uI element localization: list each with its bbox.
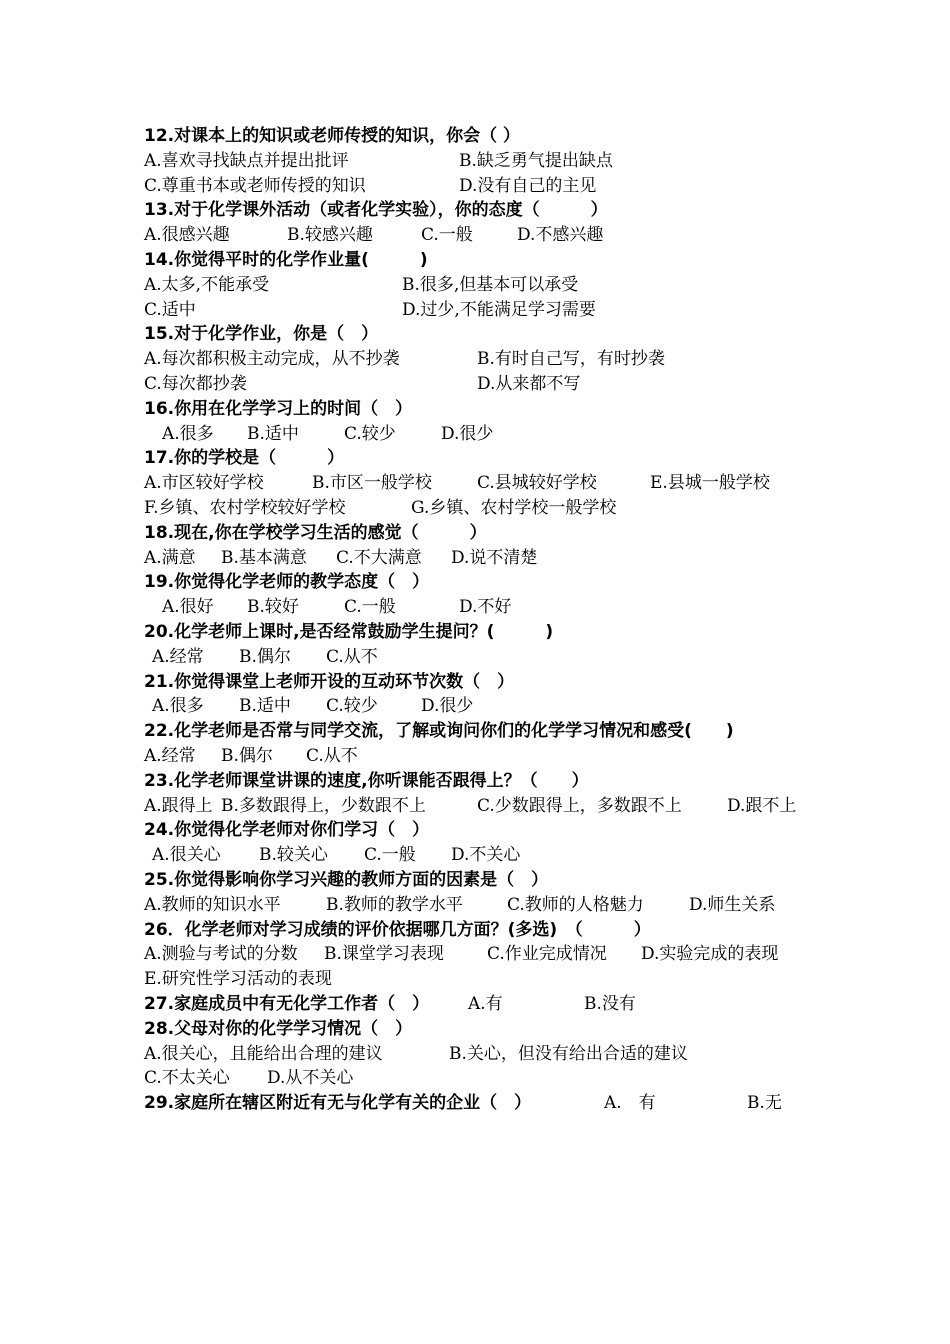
question-text: 29.家庭所在辖区附近有无与化学有关的企业（ ） — [144, 1093, 532, 1114]
option-text: D.很少 — [441, 423, 494, 444]
option-text: B.教师的教学水平 — [326, 894, 463, 915]
question-text: 15.对于化学作业，你是（ ） — [144, 324, 379, 345]
option-text: A.有 — [468, 994, 503, 1014]
option-text: B.市区一般学校 — [312, 473, 432, 494]
option-text: B.适中 — [239, 696, 291, 717]
option-text: C.从不 — [326, 646, 378, 667]
option-text: A.很多 — [162, 423, 214, 444]
question-text: 18.现在,你在学校学习生活的感觉（ ） — [144, 522, 487, 543]
option-text: C.一般 — [364, 845, 416, 866]
option-text: B.基本满意 — [221, 547, 307, 568]
option-text: A.太多,不能承受 — [144, 274, 270, 295]
option-text: D.过少,不能满足学习需要 — [402, 299, 596, 320]
option-text: B.较好 — [247, 597, 299, 618]
option-text: B.偶尔 — [221, 746, 273, 766]
question-text: 28.父母对你的化学学习情况（ ） — [144, 1018, 413, 1039]
question-text: 17.你的学校是（ ） — [144, 448, 345, 469]
option-text: D.不感兴趣 — [517, 225, 604, 246]
option-text: C.适中 — [144, 299, 196, 320]
option-text: D.从来都不写 — [477, 374, 581, 394]
option-text: C.不太关心 — [144, 1068, 230, 1089]
option-text: C.尊重书本或老师传授的知识 — [144, 175, 366, 196]
question-text: 20.化学老师上课时,是否经常鼓励学生提问？( ) — [144, 622, 554, 642]
option-text: D.师生关系 — [689, 894, 776, 915]
option-text: D.说不清楚 — [451, 547, 538, 568]
option-text: C.从不 — [306, 746, 358, 766]
option-text: B.没有 — [584, 994, 636, 1014]
option-text: C.一般 — [344, 597, 396, 618]
question-text: 13.对于化学课外活动（或者化学实验），你的态度（ ） — [144, 200, 608, 221]
option-text: B.较关心 — [259, 845, 328, 866]
question-text: 19.你觉得化学老师的教学态度（ ） — [144, 572, 430, 593]
option-text: B.多数跟得上，少数跟不上 — [221, 795, 426, 816]
option-text: D.从不关心 — [267, 1068, 354, 1089]
option-text: A.跟得上 — [144, 795, 213, 816]
option-text: C.少数跟得上，多数跟不上 — [477, 795, 682, 816]
question-text: 16.你用在化学学习上的时间（ ） — [144, 398, 413, 419]
option-text: G.乡镇、农村学校一般学校 — [411, 498, 617, 518]
option-text: A.很关心 — [152, 845, 221, 866]
option-text: D.没有自己的主见 — [459, 175, 597, 196]
option-text: A.每次都积极主动完成，从不抄袭 — [144, 349, 400, 370]
option-text: B.课堂学习表现 — [324, 944, 444, 965]
option-text: C.教师的人格魅力 — [507, 894, 644, 915]
option-text: A.很好 — [162, 597, 214, 618]
question-text: 21.你觉得课堂上老师开设的互动环节次数（ ） — [144, 671, 515, 692]
option-text: D.很少 — [421, 696, 474, 717]
option-text: A.很感兴趣 — [144, 225, 230, 246]
option-text: A.满意 — [144, 547, 196, 568]
option-text: D.不好 — [459, 597, 512, 618]
option-text: D.实验完成的表现 — [641, 944, 779, 965]
option-text: C.县城较好学校 — [477, 473, 597, 494]
option-text: C.每次都抄袭 — [144, 374, 247, 394]
option-text: A.喜欢寻找缺点并提出批评 — [144, 150, 349, 171]
option-text: B.缺乏勇气提出缺点 — [459, 150, 613, 171]
option-text: A.市区较好学校 — [144, 473, 264, 494]
question-text: 25.你觉得影响你学习兴趣的教师方面的因素是（ ） — [144, 870, 549, 890]
question-text: 24.你觉得化学老师对你们学习（ ） — [144, 820, 430, 841]
option-text: B.无 — [747, 1093, 782, 1114]
option-text: A.很多 — [152, 696, 204, 717]
option-text: C.作业完成情况 — [487, 944, 607, 965]
option-text: A.测验与考试的分数 — [144, 944, 298, 965]
option-text: B.有时自己写，有时抄袭 — [477, 349, 665, 370]
option-text: A. 有 — [604, 1093, 656, 1114]
option-text: E.县城一般学校 — [650, 473, 770, 494]
option-text: B.关心，但没有给出合适的建议 — [449, 1043, 688, 1064]
option-text: B.很多,但基本可以承受 — [402, 274, 579, 295]
option-text: A.经常 — [144, 746, 196, 766]
option-text: C.较少 — [344, 423, 396, 444]
option-text: B.较感兴趣 — [287, 225, 373, 246]
question-text: 14.你觉得平时的化学作业量( ) — [144, 250, 428, 270]
question-text: 23.化学老师课堂讲课的速度,你听课能否跟得上？（ ） — [144, 770, 589, 791]
question-text: 26．化学老师对学习成绩的评价依据哪几方面？(多选) （ ） — [144, 919, 651, 940]
option-text: C.一般 — [421, 225, 473, 246]
question-text: 12.对课本上的知识或老师传授的知识，你会（ ） — [144, 126, 521, 146]
question-text: 22.化学老师是否常与同学交流，了解或询问你们的化学学习情况和感受( ) — [144, 721, 734, 742]
option-text: C.较少 — [326, 696, 378, 717]
option-text: A.经常 — [152, 646, 204, 667]
option-text: C.不大满意 — [336, 547, 422, 568]
option-text: F.乡镇、农村学校较好学校 — [144, 498, 346, 518]
option-text: D.跟不上 — [727, 795, 797, 816]
option-text: B.适中 — [247, 423, 299, 444]
option-text: B.偶尔 — [239, 646, 291, 667]
question-text: 27.家庭成员中有无化学工作者（ ） — [144, 994, 430, 1014]
option-text: D.不关心 — [451, 845, 521, 866]
option-text: E.研究性学习活动的表现 — [144, 969, 332, 990]
option-text: A.教师的知识水平 — [144, 894, 281, 915]
option-text: A.很关心，且能给出合理的建议 — [144, 1043, 383, 1064]
